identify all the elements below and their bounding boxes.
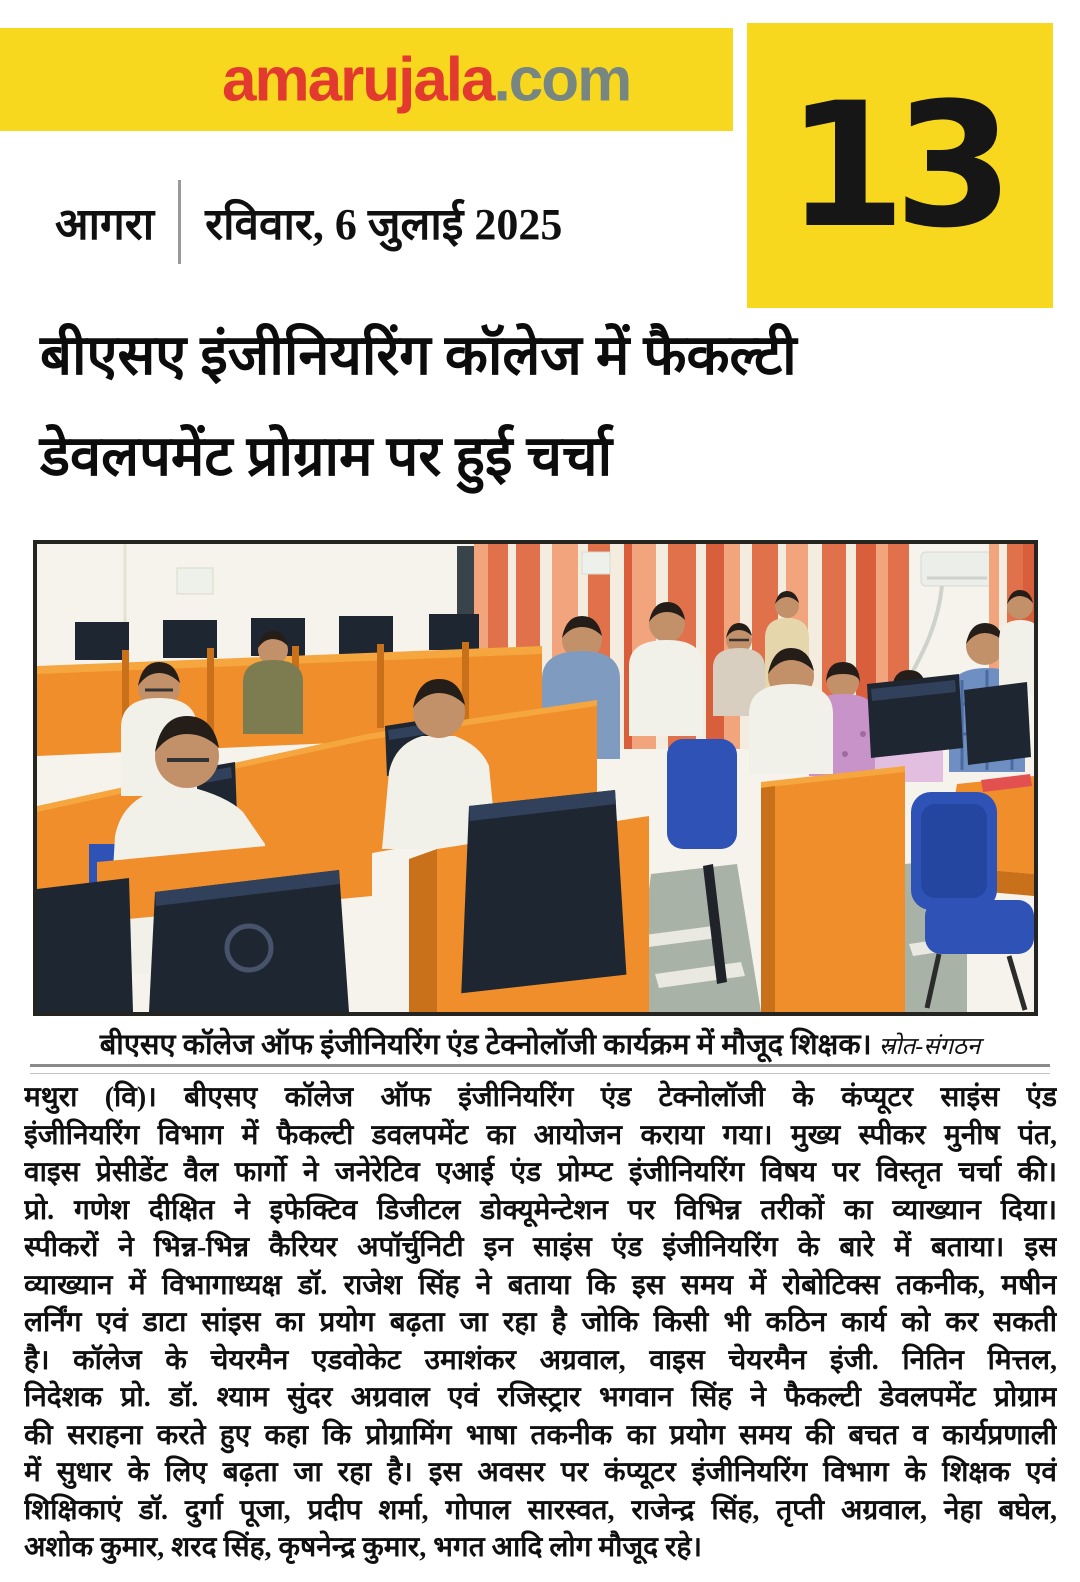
page-number-block <box>747 23 1053 308</box>
article-dateline: मथुरा (वि)। <box>24 1082 157 1113</box>
amarujala-logo <box>222 44 630 115</box>
logo-suffix: .com <box>493 45 631 114</box>
monitor-front-left-hp <box>149 870 349 1012</box>
article-line: स्पीकरों ने भिन्न-भिन्न कैरियर अपॉर्चुनिटी इन साइंस एंड इंजीनियरिंग के बारे में बताया। इस <box>24 1232 1057 1263</box>
page-number: 13 <box>786 65 1002 266</box>
blue-chair-center <box>667 739 737 849</box>
article-body <box>24 1079 1057 1567</box>
dateline-divider <box>178 180 181 264</box>
article-line: की सराहना करते हुए कहा कि प्रोग्रामिंग भाषा तकनीक का प्रयोग समय की बचत व कार्यप्रणाली <box>24 1419 1057 1451</box>
article-line: निदेशक प्रो. डॉ. श्याम सुंदर अग्रवाल एवं रजिस्ट्रार भगवान सिंह ने फैकल्टी डेवलपमेंट प्रोग्राम <box>24 1382 1057 1413</box>
edition-city: आगरा <box>55 200 155 249</box>
headline-line-1: बीएसए इंजीनियरिंग कॉलेज में फैकल्टी <box>40 325 797 387</box>
article-headline <box>40 306 1040 508</box>
edition-dateline <box>55 178 562 266</box>
wall-switchboard <box>177 568 213 594</box>
article-line: इंजीनियरिंग विभाग में फैकल्टी डवलपमेंट का आयोजन कराया गया। मुख्य स्पीकर मुनीष पंत, <box>24 1119 1057 1151</box>
monitor-front-far-left <box>37 878 133 1012</box>
wall-speaker <box>582 552 610 574</box>
lab-photo-illustration <box>37 544 1034 1012</box>
edition-date: रविवार, 6 जुलाई 2025 <box>205 200 563 249</box>
photo-caption <box>0 1024 1080 1063</box>
headline-line-2: डेवलपमेंट प्रोग्राम पर हुई चर्चा <box>40 426 613 488</box>
caption-text: बीएसए कॉलेज ऑफ इंजीनियरिंग एंड टेक्नोलॉजी कार्यक्रम में मौजूद शिक्षक। <box>99 1029 872 1061</box>
article-line: अशोक कुमार, शरद सिंह, कृषनेन्द्र कुमार, भगत आदि लोग मौजूद रहे। <box>24 1532 702 1563</box>
article-line: लर्निंग एवं डाटा सांइस का प्रयोग बढ़ता जा रहा है जोकि किसी भी कठिन कार्य को कर सकती <box>24 1307 1057 1338</box>
section-divider <box>30 1064 1050 1074</box>
right-cubicle <box>761 766 905 1012</box>
article-line: है। कॉलेज के चेयरमैन एडवोकेट उमाशंकर अग्रवाल, वाइस चेयरमैन इंजी. नितिन मित्तल, <box>24 1344 1057 1376</box>
article-line: में सुधार के लिए बढ़ता जा रहा है। इस अवसर पर कंप्यूटर इंजीनियरिंग विभाग के शिक्षक एवं <box>24 1457 1057 1488</box>
article-line: मथुरा (वि)। बीएसए कॉलेज ऑफ इंजीनियरिंग एंड टेक्नोलॉजी के कंप्यूटर साइंस एंड <box>24 1082 1057 1113</box>
masthead-band <box>0 28 733 131</box>
article-line: व्याख्यान में विभागाध्यक्ष डॉ. राजेश सिंह ने बताया कि इस समय में रोबोटिक्स तकनीक, मषीन <box>24 1269 1057 1301</box>
article-line: वाइस प्रेसीडेंट वैल फार्गो ने जनेरेटिव एआई एंड प्रोम्प्ट इंजीनियरिंग विषय पर विस्तृत चर्चा की। <box>24 1157 1057 1188</box>
article-line: शिक्षिकाएं डॉ. दुर्गा पूजा, प्रदीप शर्मा, गोपाल सारस्वत, राजेन्द्र सिंह, तृप्ती अग्रवाल, नेहा बघेल, <box>24 1494 1057 1526</box>
logo-main: amarujala <box>222 45 494 114</box>
caption-credit: स्रोत-संगठन <box>878 1034 981 1060</box>
article-line: प्रो. गणेश दीक्षित ने इफेक्टिव डिजीटल डोक्यूमेन्टेशन पर विभिन्न तरीकों का व्याख्यान दिया। <box>24 1194 1057 1226</box>
news-photo <box>33 540 1038 1016</box>
